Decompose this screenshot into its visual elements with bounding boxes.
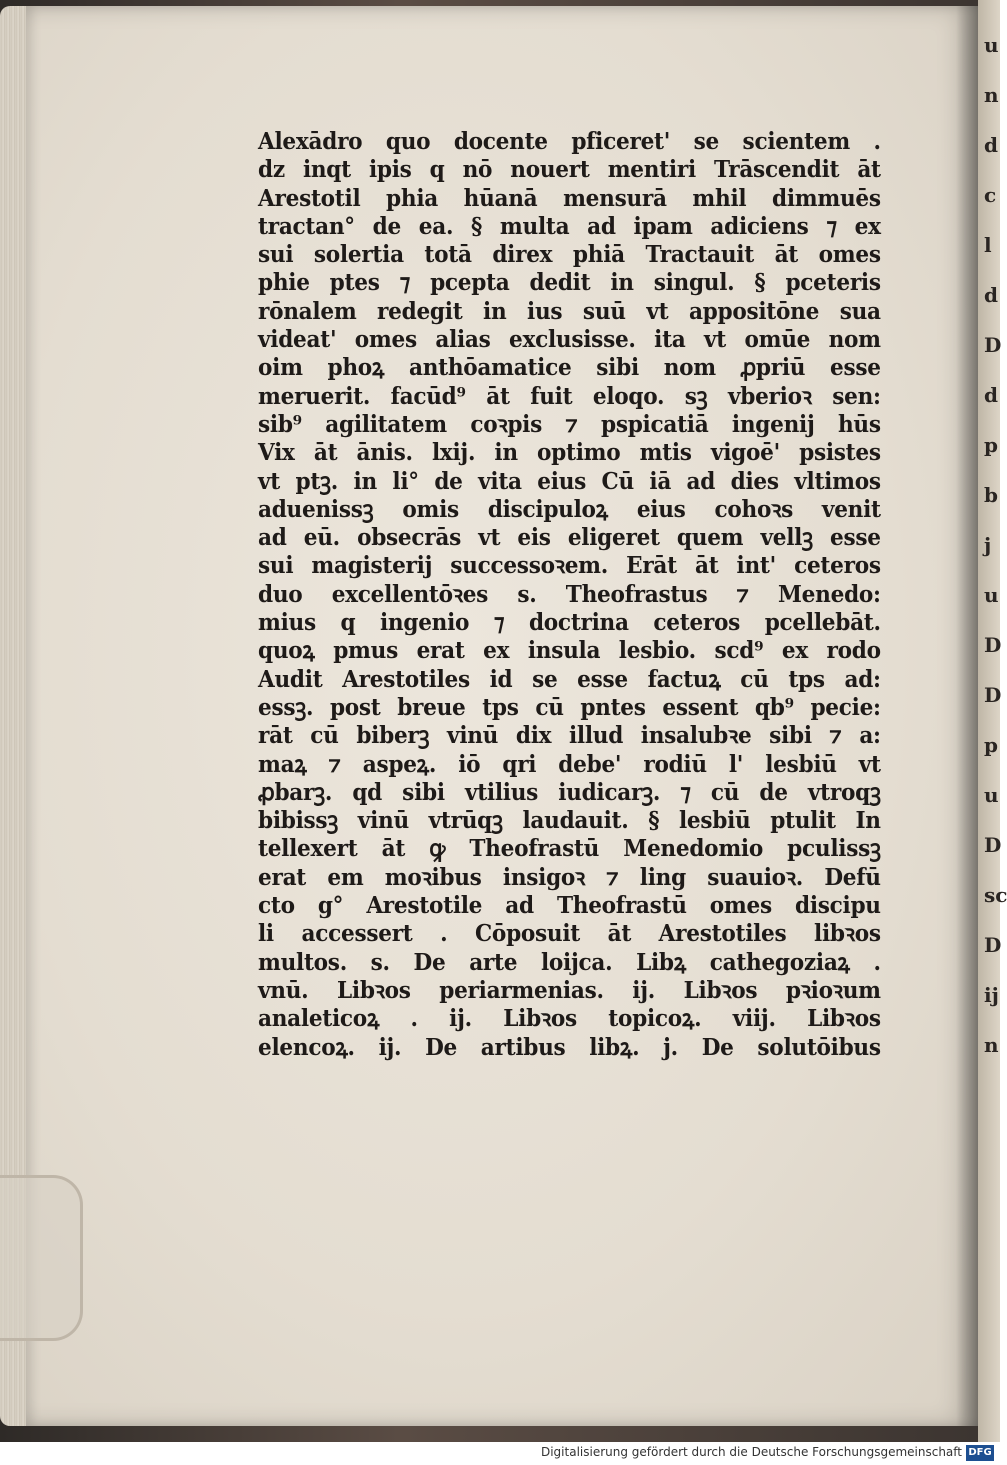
text-line: erat em moꝛibus insigoꝛ ⁊ ling suauioꝛ. Defū (258, 863, 881, 891)
text-line: mius q ingenio ⁊ doctrina ceteros pcellebāt. (258, 609, 881, 637)
gutter-shadow (956, 6, 978, 1426)
dfg-logo: DFG (966, 1445, 994, 1461)
text-line: oim phoꝝ anthōamatice sibi nom ꝓpriū esse (258, 354, 881, 382)
text-line: li accessert . Cōposuit āt Arestotiles libꝛos (258, 920, 881, 948)
text-line: sui magisterij successoꝛem. Erāt āt int' ceteros (258, 552, 881, 580)
text-line: ꝓbarꝫ. qd sibi vtilius iudicarꝫ. ⁊ cū de vtroqꝫ (258, 778, 881, 806)
text-line: Alexādro quo docente pficeret' se scientem . (258, 128, 881, 155)
text-line: maꝝ ⁊ aspeꝝ. iō qri debe' rodiū l' lesbiū vt (258, 750, 881, 778)
text-line: rōnalem redegit in ius suū vt appositōne sua (258, 297, 881, 325)
text-line: Audit Arestotiles id se esse factuꝝ cū tps ad: (258, 665, 881, 693)
footer-bar (0, 1442, 1000, 1465)
text-line: ad eū. obsecrās vt eis eligeret quem vellꝫ esse (258, 524, 881, 552)
text-line: duo excellentōꝛes s. Theofrastus ⁊ Menedo: (258, 580, 881, 608)
text-line: vnū. Libꝛos periarmenias. ij. Libꝛos pꝛioꝛum (258, 976, 881, 1004)
text-line: meruerit. facūd⁹ āt fuit eloqo. sꝫ vberioꝛ sen: (258, 382, 881, 410)
text-line: tellexert āt ꝙ Theofrastū Menedomio pculissꝫ (258, 835, 881, 863)
text-line: analeticoꝝ . ij. Libꝛos topicoꝝ. viij. Libꝛos (258, 1005, 881, 1033)
text-line: dz inqt ipis q nō nouert mentiri Trāscendit āt (258, 156, 881, 184)
text-line: sui solertia totā direx phiā Tractauit āt omes (258, 241, 881, 269)
text-line: multos. s. De arte loijca. Libꝝ cathegoziaꝝ . (258, 948, 881, 976)
text-line: vt ptꝫ. in li° de vita eius Cū iā ad dies vltimos (258, 467, 881, 495)
text-line: tractan° de ea. § multa ad ipam adiciens ⁊ ex (258, 212, 881, 240)
facing-page-text: u n d c l d D d p b j u D D p u D sc D ij n (984, 33, 1007, 1057)
text-line: cto g° Arestotile ad Theofrastū omes discipu (258, 892, 881, 920)
clasp-strap (0, 1175, 83, 1341)
funding-credit: Digitalisierung gefördert durch die Deutsche Forschungsgemeinschaft (540, 1445, 962, 1459)
text-line: sib⁹ agilitatem coꝛpis ⁊ pspicatiā ingenij hūs (258, 410, 881, 438)
page-text-block (258, 128, 883, 1062)
text-line: quoꝝ pmus erat ex insula lesbio. scd⁹ ex rodo (258, 637, 881, 665)
text-line: essꝫ. post breue tps cū pntes essent qb⁹ pecie: (258, 693, 881, 721)
text-line: Arestotil phia hūanā mensurā mhil dimmuēs (258, 184, 881, 212)
text-line: videat' omes alias exclusisse. ita vt omūe nom (258, 326, 881, 354)
text-line: Vix āt ānis. lxij. in optimo mtis vigoē' psistes (258, 439, 881, 467)
text-line: rāt cū biberꝫ vinū dix illud insalubꝛe sibi ⁊ a: (258, 722, 881, 750)
text-line: elencoꝝ. ij. De artibus libꝝ. j. De solutōibus (258, 1033, 881, 1061)
text-line: aduenissꝫ omis discipuloꝝ eius cohoꝛs venit (258, 495, 881, 523)
text-line: bibissꝫ vinū vtrūqꝫ laudauit. § lesbiū ptulit In (258, 807, 881, 835)
text-line: phie ptes ⁊ pcepta dedit in singul. § pceteris (258, 269, 881, 297)
